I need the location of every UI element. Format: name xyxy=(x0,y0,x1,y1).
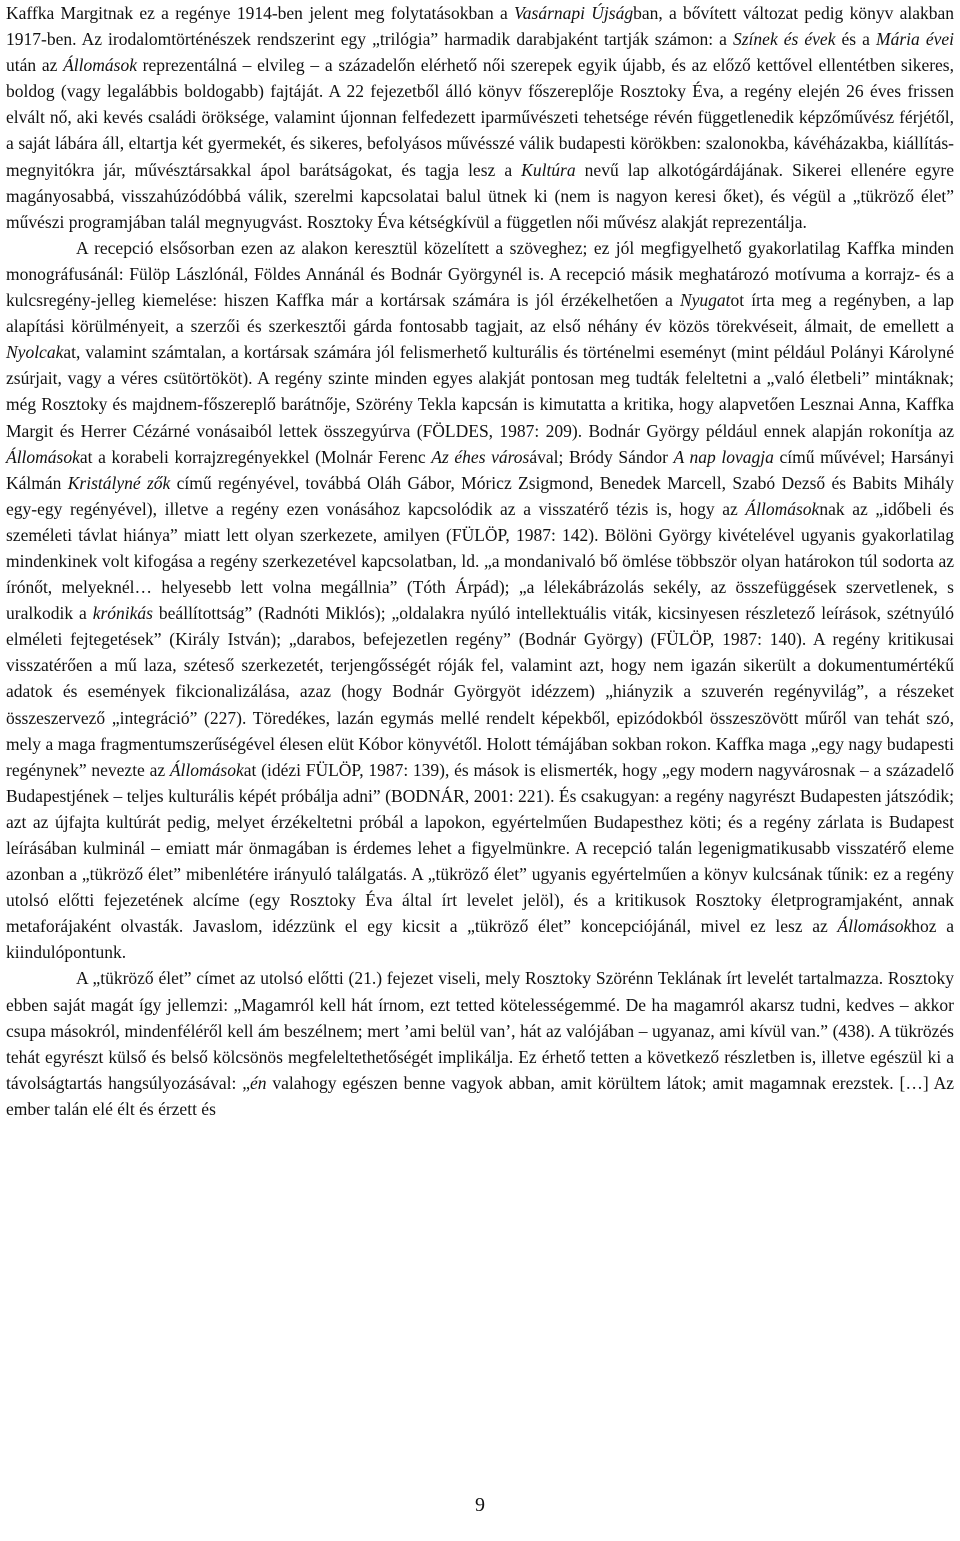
text-run: című művével; Harsányi Kálmán xyxy=(6,446,954,493)
text-run: beállítottság” (Radnóti Miklós); „oldalakra nyúló intellektuális viták, kicsinyesen részletező leírások, szétnyúló elméleti fejtegetések” (Király István); „darabos, befejezetlen regény” (Bodnár György) (FÜLÖP, 1987: 140). A regény kritikusai visszatérően a mű laza, széteső szerkezetét, terjengősségét róják fel, valamint azt, hogy nem igazán sikerült a dokumentumértékű adatok és események fikcionalizálása, azaz (hogy Bodnár Györgyöt idézzem) „hiányzik a szuverén regényvilág”, a részeket összeszervező „integráció” (227). Töredékes, lazán egymás mellé rendelt képekből, epizódokból összeszövött műről van tehát szó, mely a maga fragmentumszerűségével élesen elüt Kóbor könyvétől. Holott témájában sokban rokon. Kaffka maga „egy nagy budapesti regénynek” nevezte az xyxy=(6,603,954,780)
italic-title: Színek és évek xyxy=(733,29,836,50)
italic-title: Mária évei xyxy=(876,29,954,50)
text-run: A „tükröző élet” címet az utolsó előtti (21.) fejezet viseli, mely Rosztoky Szörénn Teklának írt levelét tartalmazza. Rosztoky ebben saját magát így jellemzi: „Magamról kell hát írnom, ezt tetted kötelességemmé. De ha magamról akarsz tudni, kedves – akkor csupa másokról, mindenféléről kell ám beszélnem; mert ’ami belül van’, hát az valójában – ugyanaz, ami kívül van.” (438). A tükrözés tehát egyrészt külső és belső kölcsönös megfeleltethetőségét implikálja. Ez érhető tetten a következő részletben is, illetve egészül ki a távolságtartás hangsúlyozásával: „ xyxy=(6,968,954,1093)
italic-title: Vasárnapi Újság xyxy=(514,3,634,23)
text-run: valahogy egészen benne vagyok abban, amit körültem látok; amit magamnak erezstek. […] Az ember talán elé élt és érzett és xyxy=(6,1072,954,1119)
text-run: nak az „időbeli és személeti távlat hiánya” miatt lett olyan szerkezete, amilyen (FÜLÖP, 1987: 142). Bölöni György kivételével ugyanis gyakorlatilag mindenkinek volt kifogása a regény szerkezetével kapcsolatban, ld. „a mondanivaló bő ömlése többször olyan határokon túl sodorta az írónőt, melyeknél… helyesebb lett volna megállnia” (Tóth Árpád); „a lélekábrázolás sekély, az összefüggések szervetlenek, s uralkodik a xyxy=(6,498,954,624)
text-run: hoz a kiindulópontunk. xyxy=(6,916,954,963)
text-run: ban, a bővített változat pedig könyv alakban 1917-ben. Az irodalomtörténészek rendszerint egy „trilógia” harmadik darabjaként tartják számon: a xyxy=(6,3,954,50)
text-run: után az xyxy=(6,55,64,76)
italic-title: krónikás xyxy=(92,603,153,624)
italic-title: Állomások xyxy=(6,446,80,467)
italic-title: Nyolcak xyxy=(6,342,64,363)
italic-title: Nyugat xyxy=(679,290,731,311)
page-number: 9 xyxy=(475,1494,485,1516)
document-body xyxy=(6,0,954,1122)
text-run: Kaffka Margitnak ez a regénye 1914-ben jelent meg folytatásokban a xyxy=(6,3,515,23)
text-run: at, valamint számtalan, a kortársak számára jól felismerhető kulturális és történelmi eseményt (mint például Polányi Károlyné zsúrjait, vagy a véres csütörtököt). A regény szinte minden egyes alakját pontosan meg tudták feleltetni a „való életbeli” mintáknak; még Rosztoky és majdnem-főszereplő barátnője, Szörény Tekla kapcsán is kimutatta a kritika, hogy alapvetően Lesznai Anna, Kaffka Margit és Herrer Cézárné vonásaiból lettek összegyúrva (FÖLDES, 1987: 209). Bodnár György például ennek alapján rokonítja az xyxy=(6,342,954,441)
text-run: at (idézi FÜLÖP, 1987: 139), és mások is elismerték, hogy „egy modern nagyvárosnak – a századelő Budapestjének – teljes kulturális képét próbálja adni” (BODNÁR, 2001: 221). És csakugyan: a regény nagyrészt Budapesten játszódik; azt az újfajta kultúrát pedig, melyet érzékeltetni próbál a lapokon, egyértelműen Budapesthez köti; és a regény zárlata is Budapest leírásában kulminál – emiatt már önmagában is érdemes lehet a figyelmünkre. A recepció talán legenigmatikusabb visszatérő eleme azonban a „tükröző élet” mibenlétére irányuló találgatás. A „tükröző élet” ugyanis egyértelműen a könyv kulcsának tűnik: ez a regény utolsó előtti fejezetének alcíme (egy Rosztoky Éva által írt levelet jelöl), és a kritikusok Rosztoky életprogramjaként, annak metaforájaként olvasták. Javaslom, idézzünk el egy kicsit a „tükröző élet” koncepciójánál, mivel ez lesz az xyxy=(6,759,954,937)
body-paragraph xyxy=(6,0,954,235)
text-run: című regényével, továbbá Oláh Gábor, Móricz Zsigmond, Benedek Marcell, Szabó Dezső és Babits Mihály egy-egy regényével), illetve a regény ezen vonásához kapcsolódik az a visszatérő tézis is, hogy az xyxy=(6,472,954,519)
text-run: nevű lap alkotógárdájának. Sikerei ellenére egyre magányosabbá, visszahúzódóbbá válik, szerelmi kapcsolatai balul ütnek ki (nem is nagyon keresi őket), és végül a „tükröző élet” művészi programjában talál megnyugvást. Rosztoky Éva kétségkívül a független női művész alakját reprezentálja. xyxy=(6,159,954,232)
italic-title: Kristályné zők xyxy=(67,472,171,493)
italic-title: Állomások xyxy=(837,916,912,937)
text-run: ával; Bródy Sándor xyxy=(529,446,674,467)
italic-title: Állomások xyxy=(745,498,820,519)
text-run: ot írta meg a regényben, a lap alapítási körülményeit, a szerzői és szerkesztői gárda fontosabb tagjait, az első néhány év közös törekvéseit, álmait, de emellett a xyxy=(6,290,955,337)
text-run: at a korabeli korrajzregényekkel (Molnár Ferenc xyxy=(79,446,432,467)
italic-title: Kultúra xyxy=(521,159,576,180)
italic-title: Állomások xyxy=(63,55,137,76)
text-run: és a xyxy=(835,29,877,50)
italic-title: A nap lovagja xyxy=(673,446,774,467)
italic-title: Az éhes város xyxy=(431,446,530,467)
body-paragraph xyxy=(6,235,954,966)
italic-title: én xyxy=(250,1072,267,1093)
text-run: A recepció elsősorban ezen az alakon keresztül közelített a szöveghez; ez jól megfigyelhető gyakorlatilag Kaffka minden monográfusánál: Fülöp Lászlónál, Földes Annánál és Bodnár Györgynél is. A recepció másik meghatározó motívuma a korrajz- és a kulcsregény-jelleg kiemelése: hiszen Kaffka már a kortársak számára is jól érzékelhetően a xyxy=(6,237,954,311)
text-run: reprezentálná – elvileg – a századelőn elérhető női szerepek egyik újabb, és az előző kettővel ellentétben sikeres, boldog (vagy legalábbis boldogabb) fajtáját. A 22 fejezetből álló könyv főszereplője Rosztoky Éva, a regény elején 26 éves frissen elvált nő, aki kevés családi öröksége, valamint újonnan felfedezett iparművészeti tehetsége révén függetlenedik képzőművész férjétől, a saját lábára áll, eltartja két gyermekét, és sikeres, befolyásos művésszé válik budapesti körökben: szalonokba, kávéházakba, kiállítás-megnyitókra jár, művésztársakkal ápol barátságokat, és tagja lesz a xyxy=(6,55,954,180)
body-paragraph xyxy=(6,965,954,1122)
italic-title: Állomások xyxy=(169,759,244,780)
